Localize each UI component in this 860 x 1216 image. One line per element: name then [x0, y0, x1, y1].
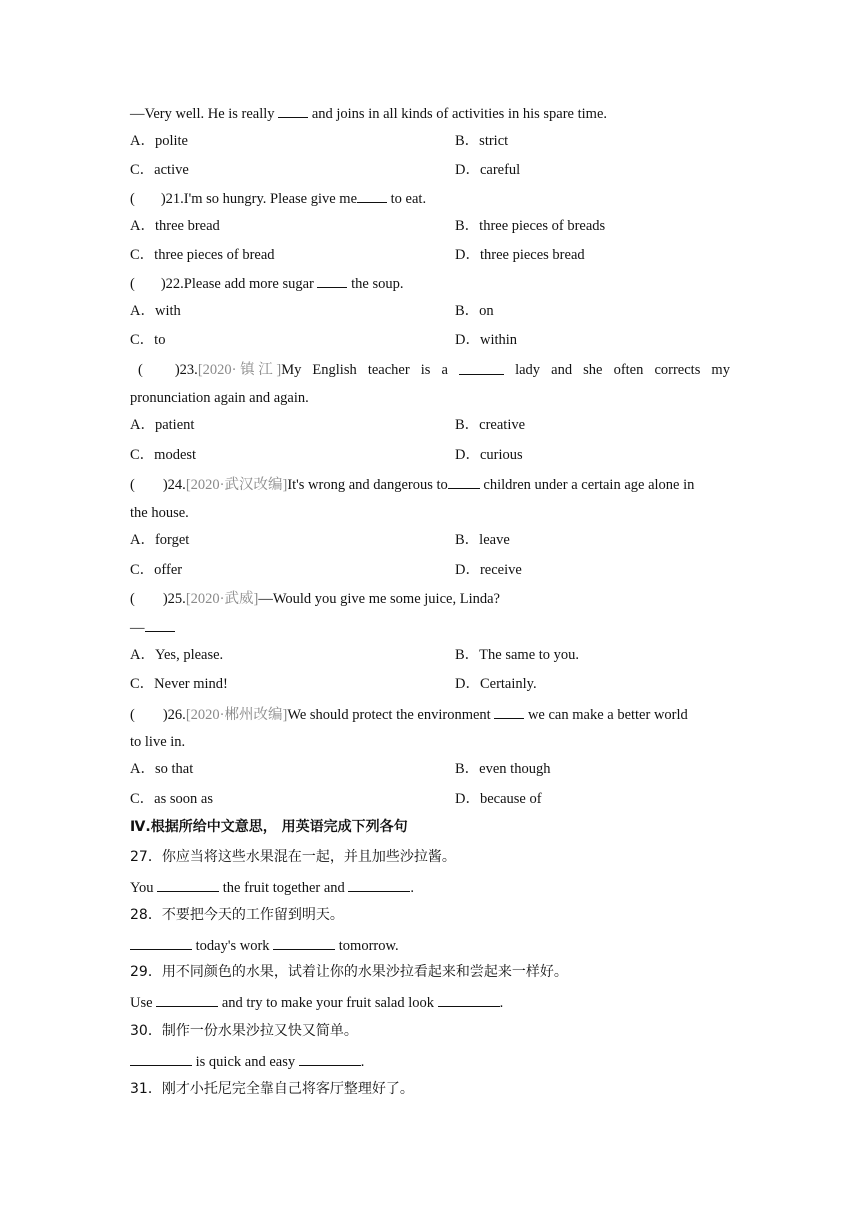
q21-stem: ( )21.I'm so hungry. Please give me to eat. — [130, 188, 426, 209]
option-c[interactable]: C．as soon as — [130, 791, 213, 807]
answer-blank[interactable] — [278, 103, 308, 118]
q24-stem: ( )24.[2020·武汉改编]It's wrong and dangerous to children under a certain age alone in — [130, 474, 694, 495]
q22-stem: ( )22.Please add more sugar the soup. — [130, 273, 403, 294]
option-a[interactable]: A．three bread — [130, 218, 220, 234]
option-b[interactable]: B．leave — [455, 532, 510, 548]
q29-english: Use and try to make your fruit salad look . — [130, 992, 503, 1013]
option-c[interactable]: C．offer — [130, 562, 183, 578]
option-b[interactable]: B．even though — [455, 761, 551, 777]
q26-stem-cont: to live in. — [130, 734, 186, 750]
q20-stem: —Very well. He is really and joins in all kinds of activities in his spare time. — [130, 103, 607, 124]
answer-blank[interactable] — [448, 474, 480, 489]
option-a[interactable]: A．polite — [130, 133, 188, 149]
source-tag: [2020·武汉改编] — [185, 477, 288, 493]
source-tag: [2020· 镇 江 ] — [197, 362, 282, 378]
q31-chinese: 31．刚才小托尼完全靠自己将客厅整理好了。 — [130, 1081, 414, 1097]
q30-english: is quick and easy . — [130, 1051, 364, 1072]
option-d[interactable]: D．receive — [455, 562, 522, 578]
option-d[interactable]: D．three pieces bread — [455, 247, 585, 263]
option-a[interactable]: A．so that — [130, 761, 194, 777]
q23-stem-cont: pronunciation again and again. — [130, 390, 309, 406]
section-heading: Ⅳ.根据所给中文意思， 用英语完成下列各句 — [130, 819, 408, 835]
option-b[interactable]: B．The same to you. — [455, 647, 580, 663]
q26-stem: ( )26.[2020·郴州改编]We should protect the environment we can make a better world — [130, 704, 688, 725]
option-a[interactable]: A．Yes, please. — [130, 647, 224, 663]
source-tag: [2020·郴州改编] — [185, 707, 288, 723]
answer-blank[interactable] — [494, 704, 524, 719]
q25-reply: — — [130, 617, 175, 638]
answer-blank[interactable] — [156, 992, 218, 1007]
option-a[interactable]: A．with — [130, 303, 181, 319]
option-c[interactable]: C．Never mind! — [130, 676, 228, 692]
q28-english: today's work tomorrow. — [130, 935, 399, 956]
q27-chinese: 27．你应当将这些水果混在一起，并且加些沙拉酱。 — [130, 849, 456, 865]
answer-blank[interactable] — [348, 877, 410, 892]
q23-stem: ( )23.[2020· 镇 江 ]My English teacher is a lady and she often corrects my — [138, 362, 730, 378]
answer-blank[interactable] — [130, 1051, 192, 1066]
option-d[interactable]: D．careful — [455, 162, 521, 178]
option-b[interactable]: B．creative — [455, 417, 526, 433]
answer-blank[interactable] — [130, 935, 192, 950]
option-b[interactable]: B．three pieces of breads — [455, 218, 606, 234]
option-a[interactable]: A．forget — [130, 532, 190, 548]
option-d[interactable]: D．because of — [455, 791, 542, 807]
q25-stem: ( )25.[2020·武威]—Would you give me some juice, Linda? — [130, 591, 500, 607]
answer-blank[interactable] — [273, 935, 335, 950]
option-c[interactable]: C．active — [130, 162, 189, 178]
answer-blank[interactable] — [459, 360, 504, 375]
q28-chinese: 28．不要把今天的工作留到明天。 — [130, 907, 344, 923]
source-tag: [2020·武威] — [185, 591, 259, 607]
option-b[interactable]: B．on — [455, 303, 494, 319]
answer-blank[interactable] — [145, 617, 175, 632]
option-c[interactable]: C．modest — [130, 447, 197, 463]
option-a[interactable]: A．patient — [130, 417, 195, 433]
option-b[interactable]: B．strict — [455, 133, 509, 149]
q27-english: You the fruit together and . — [130, 877, 414, 898]
option-d[interactable]: D．Certainly. — [455, 676, 537, 692]
q24-stem-cont: the house. — [130, 505, 189, 521]
q30-chinese: 30．制作一份水果沙拉又快又简单。 — [130, 1023, 358, 1039]
option-c[interactable]: C．to — [130, 332, 166, 348]
answer-blank[interactable] — [357, 188, 387, 203]
answer-blank[interactable] — [299, 1051, 361, 1066]
option-d[interactable]: D．curious — [455, 447, 523, 463]
answer-blank[interactable] — [317, 273, 347, 288]
option-d[interactable]: D．within — [455, 332, 518, 348]
q29-chinese: 29．用不同颜色的水果，试着让你的水果沙拉看起来和尝起来一样好。 — [130, 964, 568, 980]
option-c[interactable]: C．three pieces of bread — [130, 247, 275, 263]
answer-blank[interactable] — [438, 992, 500, 1007]
answer-blank[interactable] — [157, 877, 219, 892]
